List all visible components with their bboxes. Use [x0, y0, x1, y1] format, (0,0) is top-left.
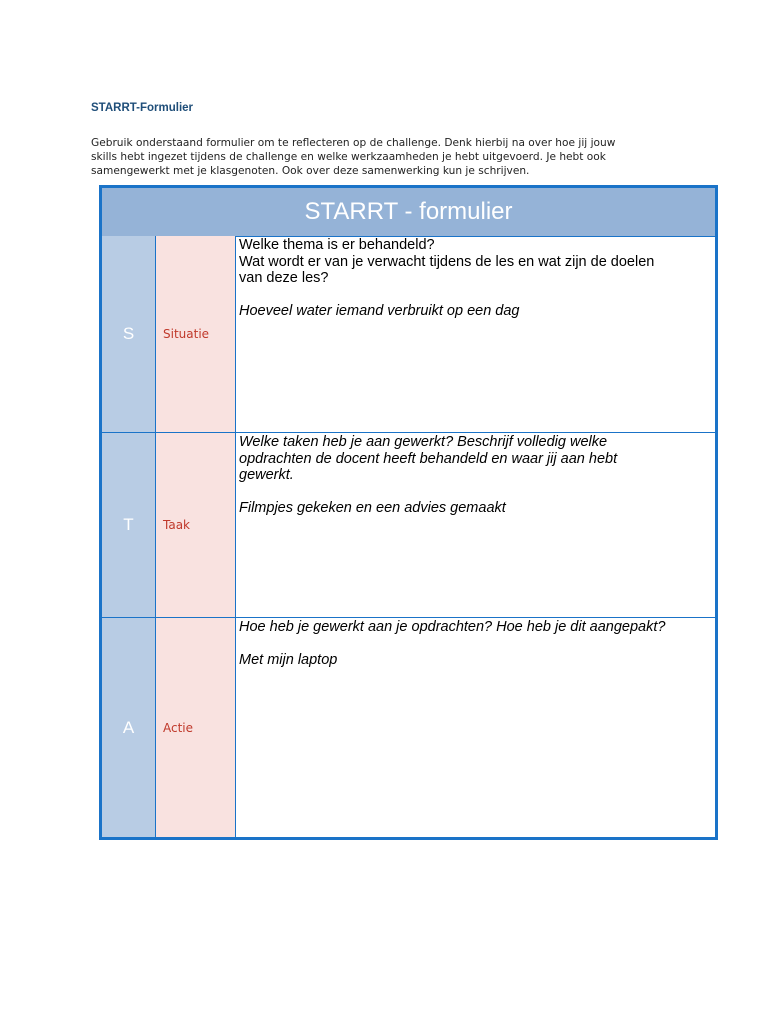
row-actie	[102, 618, 715, 837]
form-header: STARRT - formulier	[102, 188, 715, 237]
answer-cell-taak[interactable]	[237, 433, 715, 617]
answer-text: Hoeveel water iemand verbruikt op een dag	[239, 303, 520, 319]
row-letter: A	[102, 618, 156, 837]
starrt-form-table	[99, 185, 718, 840]
answer-cell-situatie[interactable]	[237, 236, 715, 432]
question-text: gewerkt.	[239, 467, 294, 483]
intro-line: samengewerkt met je klasgenoten. Ook over deze samenwerking kun je schrijven.	[91, 165, 530, 177]
question-text: Welke thema is er behandeld?	[239, 237, 435, 253]
intro-text	[91, 136, 691, 178]
question-text: Wat wordt er van je verwacht tijdens de les en wat zijn de doelen	[239, 253, 655, 270]
question-text: opdrachten de docent heeft behandeld en waar jij aan hebt	[239, 450, 618, 467]
row-label: Situatie	[156, 236, 236, 432]
intro-line: Gebruik onderstaand formulier om te reflecteren op de challenge. Denk hierbij na over hoe jij jouw	[91, 137, 616, 149]
answer-cell-actie[interactable]	[237, 618, 715, 837]
answer-text: Met mijn laptop	[239, 652, 338, 668]
row-label: Taak	[156, 433, 236, 617]
row-situatie	[102, 236, 715, 433]
row-label: Actie	[156, 618, 236, 837]
question-text: van deze les?	[239, 270, 329, 286]
document-title: STARRT-Formulier	[91, 102, 194, 114]
question-text: Hoe heb je gewerkt aan je opdrachten? Hoe heb je dit aangepakt?	[239, 619, 666, 635]
row-letter: T	[102, 433, 156, 617]
row-taak	[102, 433, 715, 618]
answer-text: Filmpjes gekeken en een advies gemaakt	[239, 500, 506, 516]
row-letter: S	[102, 236, 156, 432]
intro-line: skills hebt ingezet tijdens de challenge en welke werkzaamheden je hebt uitgevoerd. Je hebt ook	[91, 151, 606, 163]
question-text: Welke taken heb je aan gewerkt? Beschrijf volledig welke	[239, 434, 608, 450]
